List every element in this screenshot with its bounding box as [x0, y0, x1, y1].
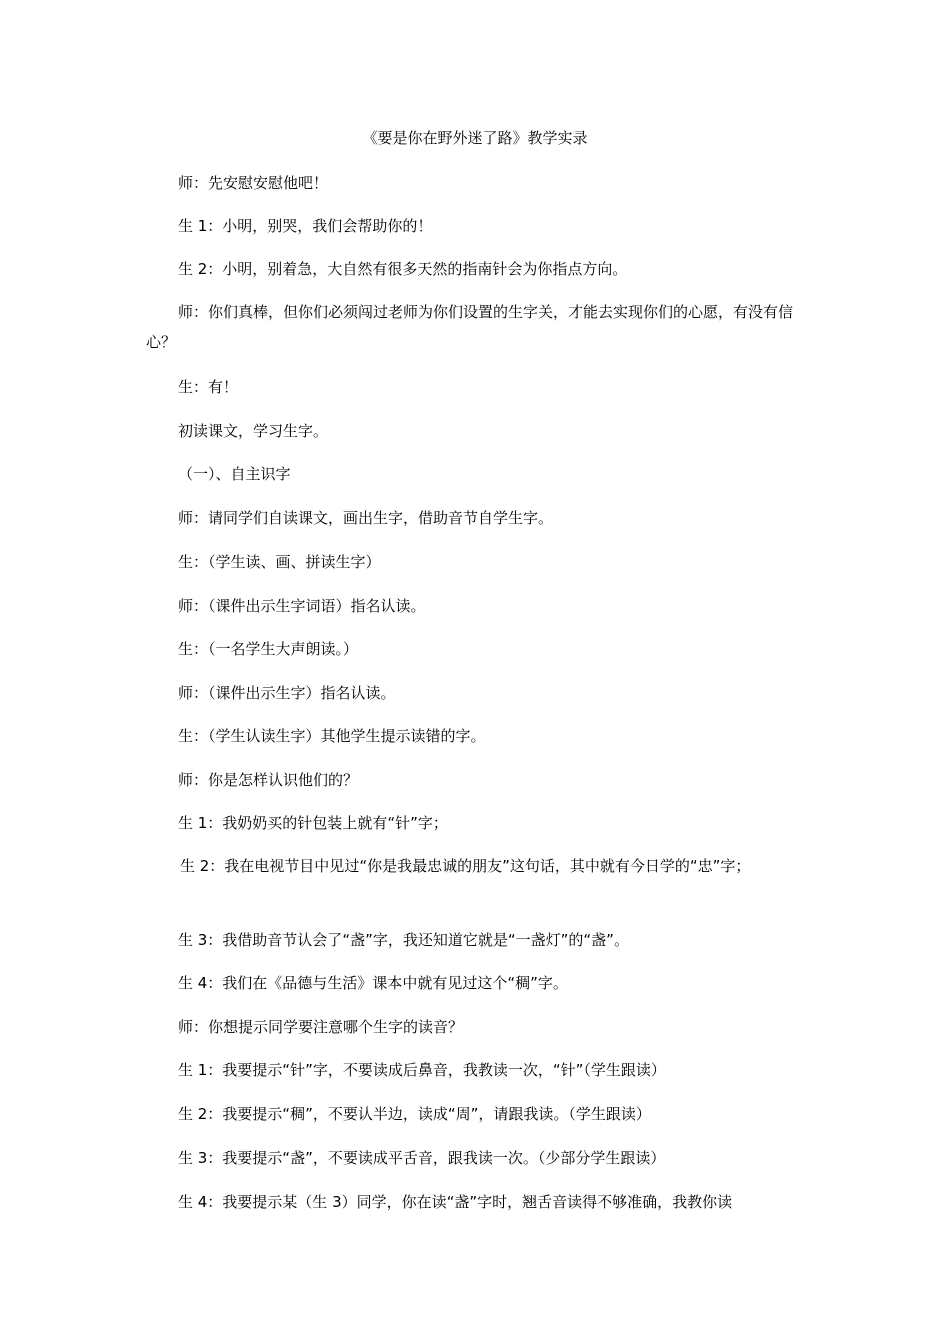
paragraph: 师：（课件出示生字词语）指名认读。	[178, 597, 426, 615]
paragraph: 生：（一名学生大声朗读。）	[178, 640, 359, 658]
paragraph: 师：请同学们自读课文，画出生字，借助音节自学生字。	[178, 509, 554, 527]
paragraph: 师：你想提示同学要注意哪个生字的读音？	[178, 1018, 464, 1036]
paragraph: 生 1：小明，别哭，我们会帮助你的！	[178, 217, 433, 235]
paragraph: 生：（学生认读生字）其他学生提示读错的字。	[178, 727, 486, 745]
paragraph: 生 2：我要提示“稠”，不要认半边，读成“周”，请跟我读。（学生跟读）	[178, 1105, 651, 1123]
paragraph: 初读课文，学习生字。	[178, 422, 329, 440]
paragraph: 师：你们真棒，但你们必须闯过老师为你们设置的生字关，才能去实现你们的心愿，有没有信心？	[146, 303, 794, 351]
paragraph: 生 4：我们在《品德与生活》课本中就有见过这个“稠”字。	[178, 974, 568, 992]
paragraph: 生 1：我奶奶买的针包装上就有“针”字；	[178, 814, 448, 832]
paragraph: 生 4：我要提示某（生 3）同学，你在读“盏”字时，翘舌音读得不够准确，我教你读	[178, 1193, 733, 1211]
section-heading: （一）、自主识字	[178, 465, 291, 483]
paragraph: 生 1：我要提示“针”字，不要读成后鼻音，我教读一次，“针”（学生跟读）	[178, 1061, 666, 1079]
document-title: 《要是你在野外迷了路》教学实录	[362, 129, 588, 147]
paragraph: 生 3：我要提示“盏”，不要读成平舌音，跟我读一次。（少部分学生跟读）	[178, 1149, 666, 1167]
paragraph: 师：（课件出示生字）指名认读。	[178, 684, 396, 702]
paragraph: 生 3：我借助音节认会了“盏”字，我还知道它就是“一盏灯”的“盏”。	[178, 931, 629, 949]
paragraph: 师：你是怎样认识他们的？	[178, 771, 359, 789]
paragraph: 生 2：我在电视节目中见过“你是我最忠诚的朋友”这句话，其中就有今日学的“忠”字；	[180, 857, 751, 875]
paragraph: 生：（学生读、画、拼读生字）	[178, 553, 381, 571]
paragraph: 师：先安慰安慰他吧！	[178, 174, 329, 192]
paragraph: 生：有！	[178, 378, 239, 396]
paragraph: 生 2：小明，别着急，大自然有很多天然的指南针会为你指点方向。	[178, 260, 628, 278]
